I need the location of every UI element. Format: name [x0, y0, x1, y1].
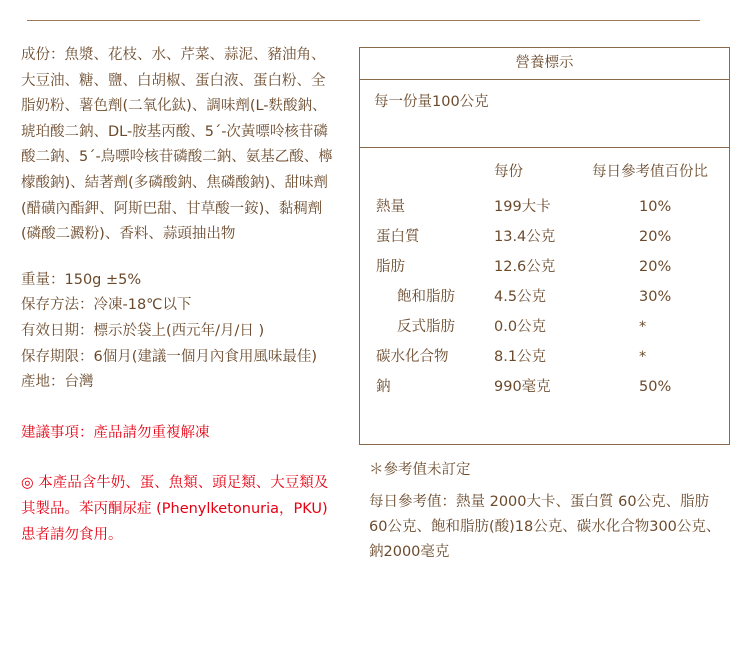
nutrient-value: 0.0公克 [494, 319, 547, 335]
nutrient-percent: 20% [639, 229, 672, 245]
nutrient-value: 4.5公克 [494, 289, 547, 305]
nutrient-row [360, 252, 729, 282]
nutrient-row [360, 192, 729, 222]
nutrient-name: 碳水化合物 [376, 349, 449, 365]
weight-text: 重量：150g ±5% [21, 271, 142, 288]
nutrition-facts-table [359, 47, 730, 445]
nutrient-percent: 20% [639, 259, 672, 275]
nutrient-name: 脂肪 [376, 259, 405, 275]
nutrient-name: 飽和脂肪 [397, 289, 455, 305]
nutrient-value: 199大卡 [494, 199, 551, 215]
nutrient-value: 8.1公克 [494, 349, 547, 365]
nutrient-name: 蛋白質 [376, 229, 420, 245]
nutrient-value: 990毫克 [494, 379, 551, 395]
nutrient-percent: 50% [639, 379, 672, 395]
nutrient-percent: * [639, 319, 647, 335]
product-info [21, 43, 339, 548]
ingredients-text: 成份：魚漿、花枝、水、芹菜、蒜泥、豬油角、大豆油、糖、鹽、白胡椒、蛋白液、蛋白粉、全脂奶粉、薯色劑(二氧化鈦)、調味劑(L-麩酸鈉、琥珀酸二鈉、DL-胺基丙酸、5´-次黃嘌呤核苷磷酸二鈉、5´-鳥嘌呤核苷磷酸二鈉、氨基乙酸、檸檬酸鈉)、結著劑(多磷酸鈉、焦磷酸鈉)、甜味劑(醋磺內酯鉀、阿斯巴甜、甘草酸一銨)、黏稠劑(磷酸二澱粉)、香料、蒜頭抽出物 [21, 47, 333, 243]
nutrient-row [360, 282, 729, 312]
nutrient-value: 13.4公克 [494, 229, 556, 245]
nutrient-percent: 30% [639, 289, 672, 305]
nutrient-row [360, 342, 729, 372]
nutrient-row [360, 312, 729, 342]
nutrient-name: 反式脂肪 [397, 319, 455, 335]
shelf-life-text: 保存期限：6個月(建議一個月內食用風味最佳) [21, 348, 318, 365]
expiry-text: 有效日期：標示於袋上(西元年/月/日 ) [21, 322, 265, 339]
origin-text: 產地：台灣 [21, 374, 94, 391]
daily-reference-text: 每日參考值：熱量 2000大卡、蛋白質 60公克、脂肪 60公克、飽和脂肪(酸)18公克、碳水化合物300公克、鈉2000毫克 [369, 494, 721, 560]
nutrient-name: 鈉 [376, 379, 391, 395]
storage-text: 保存方法：冷凍-18℃以下 [21, 297, 192, 314]
column-header-per-serving: 每份 [494, 164, 523, 180]
nutrient-row [360, 372, 729, 402]
advice-text: 建議事項：產品請勿重複解凍 [21, 424, 210, 441]
nutrient-percent: * [639, 349, 647, 365]
serving-size: 每一份量100公克 [374, 94, 489, 110]
nutrient-value: 12.6公克 [494, 259, 556, 275]
nutrition-title: 營養標示 [360, 48, 729, 80]
nutrient-percent: 10% [639, 199, 672, 215]
footnote: ＊參考值未訂定 [369, 462, 471, 478]
nutrient-row [360, 222, 729, 252]
column-header-daily-percent: 每日參考值百份比 [592, 164, 708, 180]
top-divider [27, 20, 700, 21]
allergen-warning: ◎ 本產品含牛奶、蛋、魚類、頭足類、大豆類及其製品。苯丙酮尿症 (Phenylketonuria，PKU)患者請勿食用。 [21, 475, 329, 543]
table-divider [360, 147, 729, 148]
nutrient-name: 熱量 [376, 199, 405, 215]
